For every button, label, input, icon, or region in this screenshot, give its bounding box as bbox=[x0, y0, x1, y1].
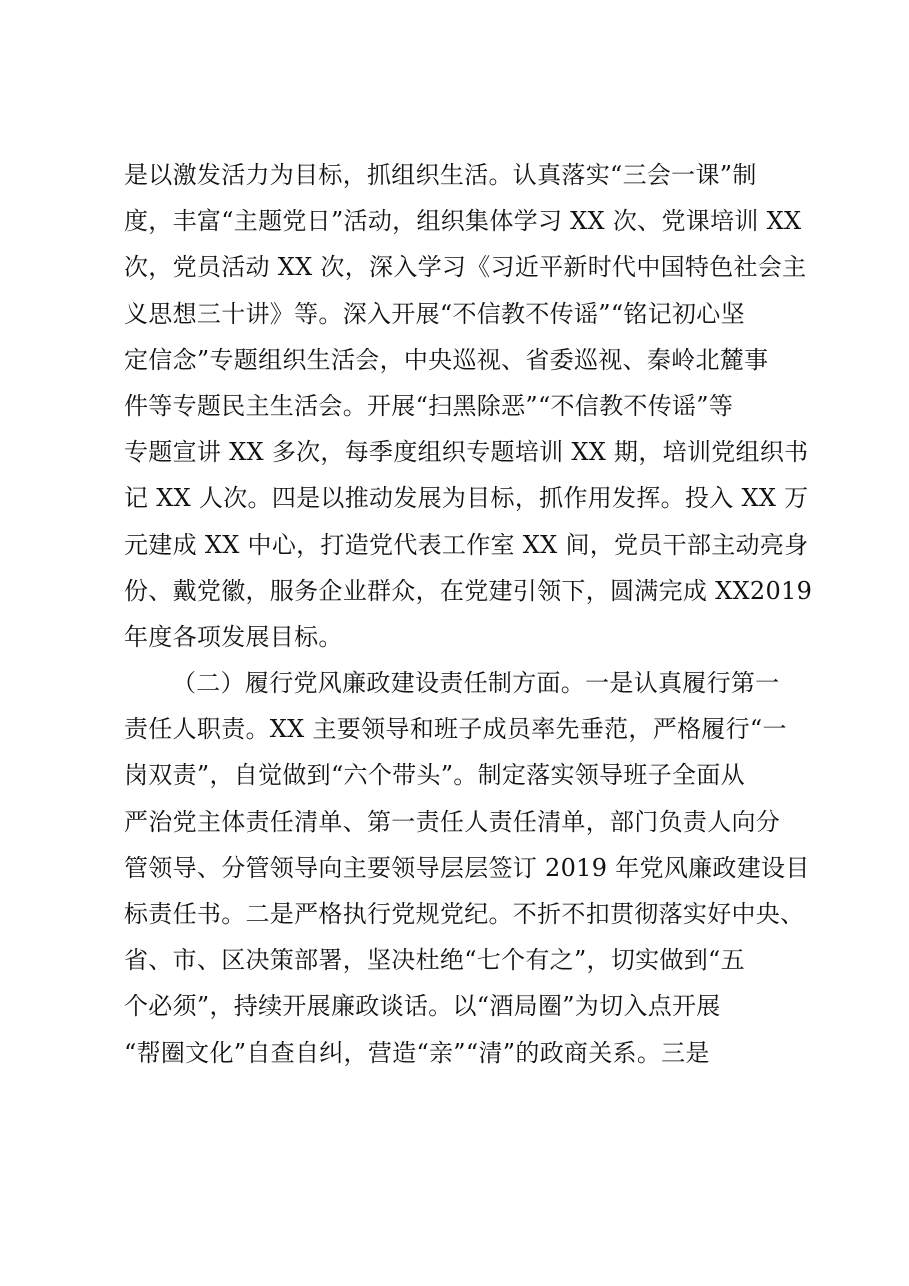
text-line: 岗双责”，自觉做到“六个带头”。制定落实领导班子全面从 bbox=[124, 761, 745, 790]
text-line: 件等专题民主生活会。开展“扫黑除恶”“不信教不传谣”等 bbox=[124, 391, 734, 420]
text-line: 省、市、区决策部署，坚决杜绝“七个有之”，切实做到“五 bbox=[124, 946, 745, 975]
document-body bbox=[124, 152, 813, 1076]
text-line: 标责任书。二是严格执行党规党纪。不折不扣贯彻落实好中央、 bbox=[124, 900, 805, 928]
text-line: 记 XX 人次。四是以推动发展为目标，抓作用发挥。投入 XX 万 bbox=[124, 484, 809, 513]
text-line: 次，党员活动 XX 次，深入学习《习近平新时代中国特色社会主 bbox=[124, 253, 807, 282]
text-line: “帮圈文化”自查自纠，营造“亲”“清”的政商关系。三是 bbox=[124, 1038, 710, 1067]
text-line: 度，丰富“主题党日”活动，组织集体学习 XX 次、党课培训 XX bbox=[124, 207, 802, 236]
text-line: 定信念”专题组织生活会，中央巡视、省委巡视、秦岭北麓事 bbox=[124, 345, 769, 374]
text-line: 管领导、分管领导向主要领导层层签订 2019 年党风廉政建设目 bbox=[124, 853, 810, 882]
text-line: 是以激发活力为目标，抓组织生活。认真落实“三会一课”制 bbox=[124, 161, 757, 189]
text-line: 严治党主体责任清单、第一责任人责任清单，部门负责人向分 bbox=[124, 807, 781, 836]
text-line: 责任人职责。XX 主要领导和班子成员率先垂范，严格履行“一 bbox=[124, 715, 787, 744]
text-line: 专题宣讲 XX 多次，每季度组织专题培训 XX 期，培训党组织书 bbox=[124, 438, 809, 467]
section-heading-line: （二）履行党风廉政建设责任制方面。一是认真履行第一 bbox=[172, 669, 780, 698]
text-line: 义思想三十讲》等。深入开展“不信教不传谣”“铭记初心坚 bbox=[124, 299, 745, 328]
text-line: 份、戴党徽，服务企业群众，在党建引领下，圆满完成 XX2019 bbox=[124, 576, 813, 605]
text-line: 个必须”，持续开展廉政谈话。以“酒局圈”为切入点开展 bbox=[124, 992, 721, 1021]
text-line: 年度各项发展目标。 bbox=[124, 622, 343, 651]
text-line: 元建成 XX 中心，打造党代表工作室 XX 间，党员干部主动亮身 bbox=[124, 530, 809, 559]
